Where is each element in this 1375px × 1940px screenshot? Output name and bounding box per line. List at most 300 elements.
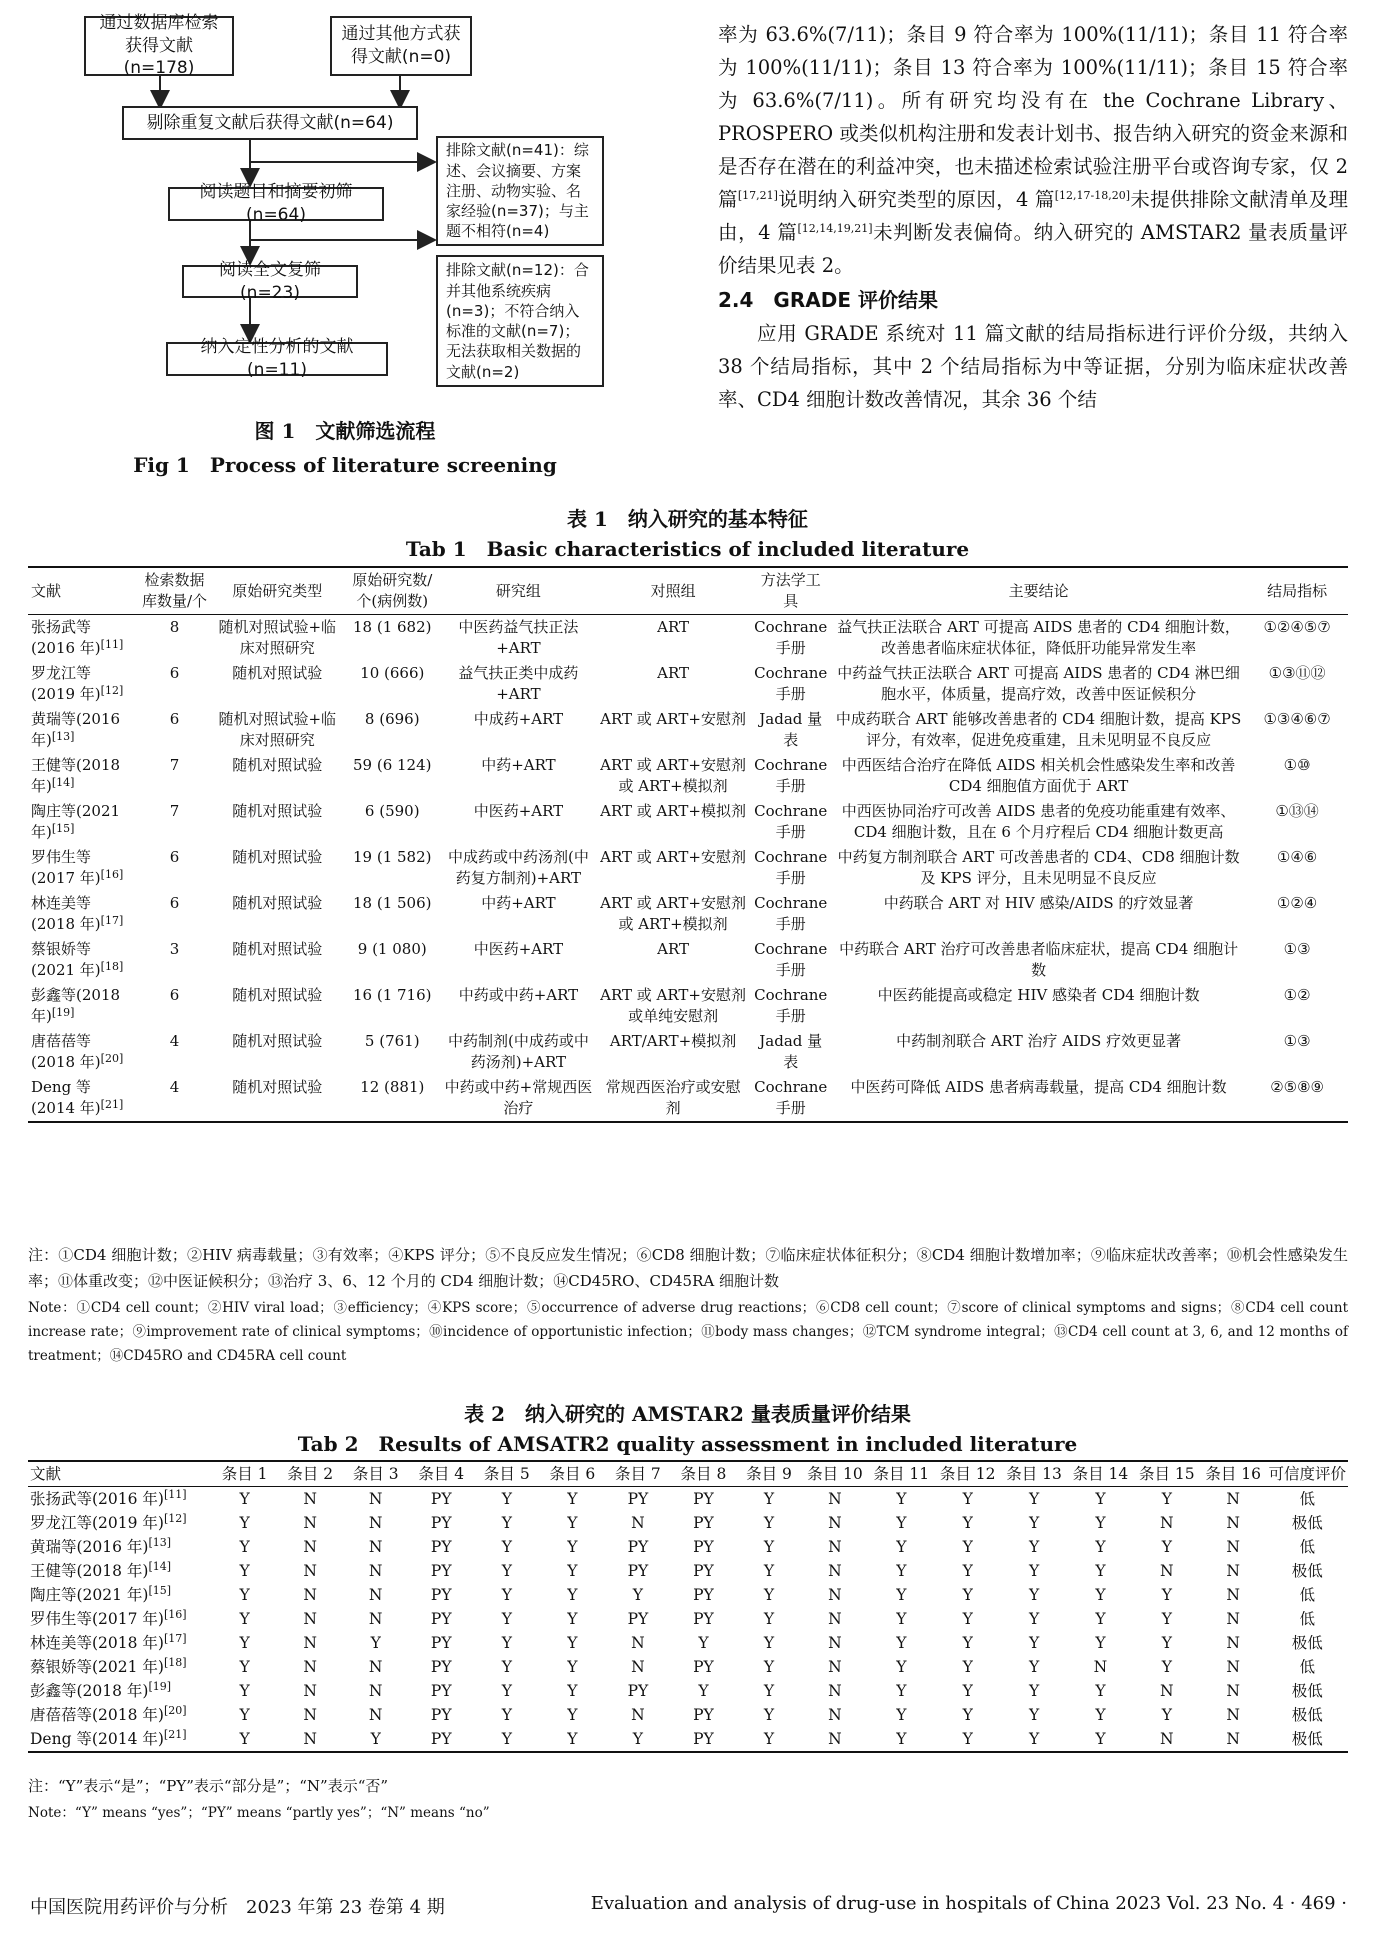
cell-outcomes: ①②④⑤⑦: [1263, 618, 1331, 636]
table1-caption-cn: 表 1 纳入研究的基本特征: [567, 507, 808, 531]
cell-item-2: N: [303, 1658, 317, 1676]
cell-experimental: 中医药+ART: [473, 940, 564, 958]
cell-study-count: 19 (1 582): [353, 848, 432, 866]
section-heading-grade: 2.4 GRADE 评价结果: [718, 288, 938, 312]
table-row: [28, 1029, 1348, 1075]
cell-method-tool: Cochrane 手册: [754, 664, 828, 703]
cell-study-count: 9 (1 080): [357, 940, 427, 958]
cell-conclusion: 中成药联合 ART 能够改善患者的 CD4 细胞计数，提高 KPS 评分，有效率，促进免疫重建，且未见明显不良反应: [835, 710, 1242, 749]
cell-item-13: Y: [1028, 1490, 1040, 1508]
cell-item-3: N: [368, 1682, 383, 1700]
cell-experimental: 中成药+ART: [473, 710, 564, 728]
cell-credibility: 极低: [1291, 1562, 1323, 1580]
cell-item-4: PY: [430, 1562, 452, 1580]
cell-item-15: Y: [1161, 1706, 1172, 1724]
th-item-4: 条目 4: [408, 1461, 474, 1487]
cell-literature: 彭鑫等(2018 年)[19]: [30, 1680, 172, 1700]
cell-item-1: Y: [239, 1514, 250, 1532]
cell-item-3: N: [368, 1562, 383, 1580]
cell-item-2: N: [303, 1490, 317, 1508]
cell-control: ART: [657, 940, 690, 958]
cell-method-tool: Cochrane 手册: [754, 986, 828, 1025]
cell-item-14: Y: [1095, 1538, 1106, 1556]
table-row: [28, 1511, 1348, 1535]
cell-item-9: Y: [763, 1562, 775, 1580]
cell-item-1: Y: [239, 1610, 250, 1628]
cell-literature: 张扬武等(2016 年)[11]: [30, 1488, 187, 1508]
cell-literature: Deng 等(2014 年)[21]: [30, 1728, 187, 1748]
cell-item-15: Y: [1161, 1538, 1172, 1556]
th-item-13: 条目 13: [1001, 1461, 1067, 1487]
cell-item-2: N: [303, 1586, 317, 1604]
th-method-tool: 方法学工具: [750, 567, 831, 615]
cell-item-2: N: [303, 1538, 317, 1556]
cell-item-4: PY: [430, 1658, 452, 1676]
cell-literature: 唐蓓蓓等(2018 年)[20]: [31, 1032, 124, 1071]
cell-study-type: 随机对照试验+临床对照研究: [218, 618, 337, 657]
cell-item-11: Y: [896, 1514, 907, 1532]
th-control: 对照组: [596, 567, 751, 615]
cell-item-16: N: [1226, 1730, 1240, 1748]
cell-item-4: PY: [430, 1514, 452, 1532]
cell-item-1: Y: [239, 1490, 250, 1508]
table-amstar2-assessment: [28, 1460, 1348, 1753]
cell-item-10: N: [828, 1610, 842, 1628]
cell-outcomes: ①⑬⑭: [1275, 802, 1319, 820]
cell-item-8: PY: [693, 1658, 714, 1676]
cell-experimental: 中医药+ART: [473, 802, 564, 820]
table-row: [28, 891, 1348, 937]
cell-item-7: PY: [627, 1538, 649, 1556]
paragraph-amstar-results: 率为 63.6%(7/11)；条目 9 符合率为 100%(11/11)；条目 11 符合率为 100%(11/11)；条目 13 符合率为 100%(11/11)；条目 15 符合率为 63.6%(7/11)。所有研究均没有在 the Cochrane Library、PROSPERO 或类似机构注册和发表计划书、报告纳入研究的资金来源和是否存在潜在的利益冲突，也未描述检索试验注册平台或咨询专家，仅 2 篇[17,21]说明纳入研究类型的原因，4 篇[12,17-18,20]未提供排除文献清单及理由，4 篇[12,14,19,21]未判断发表偏倚。纳入研究的 AMSTAR2 量表质量评价结果见表 2。: [718, 23, 1349, 277]
th-item-5: 条目 5: [474, 1461, 540, 1487]
table2-note-cn: 注：“Y”表示“是”；“PY”表示“部分是”；“N”表示“否”: [28, 1777, 389, 1795]
cell-study-type: 随机对照试验: [232, 894, 323, 912]
cell-item-2: N: [303, 1730, 317, 1748]
body-text-right-column: [718, 18, 1348, 416]
cell-study-type: 随机对照试验: [232, 1032, 323, 1050]
th-experimental: 研究组: [441, 567, 596, 615]
th-study-count: 原始研究数/个(病例数): [343, 567, 441, 615]
cell-outcomes: ①③: [1283, 1032, 1311, 1050]
cell-item-9: Y: [763, 1658, 775, 1676]
cell-literature: Deng 等(2014 年)[21]: [31, 1078, 124, 1117]
cell-literature: 林连美等(2018 年)[17]: [31, 894, 124, 933]
cell-literature: 唐蓓蓓等(2018 年)[20]: [30, 1704, 187, 1724]
cell-item-16: N: [1226, 1658, 1240, 1676]
cell-item-11: Y: [896, 1610, 907, 1628]
cell-item-6: Y: [567, 1538, 578, 1556]
cell-item-12: Y: [962, 1538, 973, 1556]
cell-item-14: Y: [1095, 1634, 1106, 1652]
figure-caption-cn: 图 1 文献筛选流程: [254, 419, 436, 443]
cell-databases: 6: [169, 848, 180, 866]
cell-literature: 罗龙江等(2019 年)[12]: [31, 664, 124, 703]
cell-credibility: 低: [1299, 1658, 1315, 1676]
cell-study-type: 随机对照试验: [232, 940, 323, 958]
cell-item-2: N: [303, 1514, 317, 1532]
cell-item-16: N: [1226, 1538, 1240, 1556]
th-conclusion: 主要结论: [831, 567, 1246, 615]
cell-literature: 王健等(2018 年)[14]: [31, 756, 121, 795]
cell-literature: 张扬武等(2016 年)[11]: [31, 618, 124, 657]
th-item-11: 条目 11: [868, 1461, 934, 1487]
cell-literature: 陶庄等(2021 年)[15]: [30, 1584, 172, 1604]
cell-outcomes: ①③④⑥⑦: [1263, 710, 1331, 728]
th-literature: 文献: [28, 567, 138, 615]
cell-study-count: 18 (1 682): [353, 618, 432, 636]
cell-conclusion: 益气扶正法联合 ART 可提高 AIDS 患者的 CD4 细胞计数，改善患者临床症状体征，降低肝功能异常发生率: [837, 618, 1240, 657]
cell-item-15: N: [1160, 1682, 1174, 1700]
flow-box-other-sources: 通过其他方式获得文献(n=0): [330, 16, 472, 76]
cell-item-6: Y: [567, 1562, 578, 1580]
cell-databases: 4: [169, 1078, 180, 1096]
cell-item-5: Y: [501, 1610, 512, 1628]
cell-item-5: Y: [501, 1706, 512, 1724]
th-outcomes: 结局指标: [1246, 567, 1348, 615]
cell-item-7: Y: [632, 1586, 644, 1604]
table-row: [28, 1703, 1348, 1727]
cell-databases: 6: [169, 894, 180, 912]
cell-item-14: Y: [1095, 1682, 1106, 1700]
cell-item-13: Y: [1028, 1682, 1040, 1700]
cell-control: ART 或 ART+安慰剂或 ART+模拟剂: [600, 894, 746, 933]
cell-item-15: Y: [1161, 1634, 1172, 1652]
cell-item-3: Y: [370, 1634, 381, 1652]
cell-item-13: Y: [1028, 1730, 1040, 1748]
cell-item-9: Y: [763, 1514, 775, 1532]
cell-item-5: Y: [501, 1658, 512, 1676]
th-item-12: 条目 12: [935, 1461, 1001, 1487]
cell-credibility: 极低: [1291, 1514, 1323, 1532]
cell-item-11: Y: [896, 1658, 907, 1676]
cell-item-12: Y: [962, 1634, 973, 1652]
cell-study-type: 随机对照试验: [232, 986, 323, 1004]
cell-control: ART: [657, 664, 690, 682]
cell-method-tool: Cochrane 手册: [754, 756, 828, 795]
cell-conclusion: 中药联合 ART 对 HIV 感染/AIDS 的疗效显著: [883, 894, 1194, 912]
th-item-15: 条目 15: [1134, 1461, 1200, 1487]
cell-item-1: Y: [239, 1706, 250, 1724]
cell-literature: 黄瑞等(2016 年)[13]: [30, 1536, 172, 1556]
cell-item-2: N: [303, 1562, 317, 1580]
cell-control: ART 或 ART+安慰剂: [600, 710, 746, 728]
cell-control: ART 或 ART+模拟剂: [600, 802, 746, 820]
table-row: [28, 1727, 1348, 1752]
cell-item-15: Y: [1161, 1610, 1172, 1628]
table2-header-row: [28, 1461, 1348, 1487]
cell-control: ART 或 ART+安慰剂或 ART+模拟剂: [600, 756, 746, 795]
cell-item-14: Y: [1095, 1490, 1106, 1508]
table-row: [28, 1607, 1348, 1631]
th-item-7: 条目 7: [605, 1461, 671, 1487]
cell-item-13: Y: [1028, 1706, 1040, 1724]
cell-item-15: Y: [1161, 1586, 1172, 1604]
cell-literature: 蔡银娇等(2021 年)[18]: [30, 1656, 187, 1676]
cell-item-10: N: [828, 1562, 842, 1580]
cell-experimental: 中药+ART: [481, 756, 556, 774]
cell-item-16: N: [1226, 1682, 1240, 1700]
cell-control: ART 或 ART+安慰剂: [600, 848, 746, 866]
cell-method-tool: Jadad 量表: [759, 710, 823, 749]
cell-item-12: Y: [962, 1658, 973, 1676]
cell-conclusion: 中医药可降低 AIDS 患者病毒载量，提高 CD4 细胞计数: [850, 1078, 1227, 1096]
cell-item-11: Y: [896, 1538, 907, 1556]
cell-method-tool: Cochrane 手册: [754, 1078, 828, 1117]
cell-study-type: 随机对照试验: [232, 848, 323, 866]
cell-item-9: Y: [763, 1634, 775, 1652]
table-row: [28, 937, 1348, 983]
cell-databases: 7: [169, 802, 180, 820]
cell-item-14: Y: [1095, 1586, 1106, 1604]
cell-credibility: 极低: [1291, 1706, 1323, 1724]
cell-credibility: 低: [1299, 1610, 1315, 1628]
cell-item-16: N: [1226, 1514, 1240, 1532]
cell-item-9: Y: [763, 1706, 775, 1724]
paragraph-grade: 应用 GRADE 系统对 11 篇文献的结局指标进行评价分级，共纳入 38 个结局指标，其中 2 个结局指标为中等证据，分别为临床症状改善率、CD4 细胞计数改善情况，其余 36 个结: [718, 322, 1348, 411]
cell-credibility: 低: [1299, 1586, 1315, 1604]
cell-item-12: Y: [962, 1706, 973, 1724]
cell-literature: 彭鑫等(2018 年)[19]: [31, 986, 121, 1025]
cell-item-6: Y: [567, 1514, 578, 1532]
cell-item-11: Y: [896, 1706, 907, 1724]
cell-item-6: Y: [567, 1586, 578, 1604]
cell-item-1: Y: [239, 1586, 250, 1604]
th-item-1: 条目 1: [212, 1461, 278, 1487]
cell-literature: 罗伟生等(2017 年)[16]: [31, 848, 124, 887]
cell-item-8: PY: [693, 1538, 714, 1556]
figure-caption-en: Fig 1 Process of literature screening: [133, 453, 557, 477]
cell-item-6: Y: [567, 1682, 578, 1700]
cell-study-count: 6 (590): [364, 802, 420, 820]
th-item-3: 条目 3: [343, 1461, 409, 1487]
cell-item-4: PY: [430, 1682, 452, 1700]
cell-item-3: N: [368, 1706, 383, 1724]
cell-item-10: N: [828, 1490, 842, 1508]
cell-item-5: Y: [501, 1730, 512, 1748]
footer-journal-en: Evaluation and analysis of drug-use in hospitals of China 2023 Vol. 23 No. 4 · 469 ·: [590, 1893, 1347, 1914]
flow-box-exclusion-2: 排除文献(n=12)：合并其他系统疾病(n=3)；不符合纳入标准的文献(n=7)；无法获取相关数据的文献(n=2): [436, 255, 604, 387]
cell-item-11: Y: [896, 1730, 907, 1748]
cell-item-7: N: [631, 1706, 645, 1724]
cell-item-12: Y: [962, 1490, 973, 1508]
cell-study-type: 随机对照试验: [232, 1078, 323, 1096]
cell-item-4: PY: [430, 1538, 452, 1556]
cell-conclusion: 中药复方制剂联合 ART 可改善患者的 CD4、CD8 细胞计数及 KPS 评分，且未见明显不良反应: [837, 848, 1240, 887]
cell-item-8: PY: [693, 1730, 714, 1748]
table2-caption-cn: 表 2 纳入研究的 AMSTAR2 量表质量评价结果: [464, 1402, 911, 1426]
cell-conclusion: 中西医结合治疗在降低 AIDS 相关机会性感染发生率和改善 CD4 细胞值方面优于 ART: [841, 756, 1236, 795]
cell-item-9: Y: [763, 1730, 775, 1748]
cell-item-13: Y: [1028, 1586, 1040, 1604]
cell-item-1: Y: [239, 1658, 250, 1676]
table-row: [28, 707, 1348, 753]
table-row: [28, 845, 1348, 891]
cell-outcomes: ①③⑪⑫: [1268, 664, 1326, 682]
flow-box-exclusion-1: 排除文献(n=41)：综述、会议摘要、方案注册、动物实验、名家经验(n=37)；与主题不相符(n=4): [436, 136, 604, 246]
cell-item-3: Y: [370, 1730, 381, 1748]
cell-item-1: Y: [239, 1682, 250, 1700]
cell-item-7: N: [631, 1658, 645, 1676]
flow-box-database: 通过数据库检索获得文献(n=178): [84, 16, 234, 76]
flow-box-title-abstract-screening: 阅读题目和摘要初筛(n=64): [168, 187, 384, 221]
cell-item-12: Y: [962, 1730, 973, 1748]
cell-item-15: N: [1160, 1514, 1174, 1532]
cell-experimental: 中药或中药+常规西医治疗: [444, 1078, 593, 1117]
cell-databases: 6: [169, 986, 180, 1004]
cell-item-14: Y: [1095, 1730, 1106, 1748]
cell-method-tool: Cochrane 手册: [754, 848, 828, 887]
cell-item-8: Y: [698, 1682, 709, 1700]
th-databases: 检索数据库数量/个: [138, 567, 211, 615]
cell-item-9: Y: [763, 1610, 775, 1628]
flow-box-deduplicated: 剔除重复文献后获得文献(n=64): [122, 106, 418, 140]
cell-item-16: N: [1226, 1562, 1240, 1580]
th-item-8: 条目 8: [671, 1461, 737, 1487]
cell-study-count: 18 (1 506): [353, 894, 432, 912]
cell-item-4: PY: [430, 1610, 452, 1628]
cell-item-13: Y: [1028, 1514, 1040, 1532]
cell-item-9: Y: [763, 1586, 775, 1604]
cell-item-9: Y: [763, 1490, 775, 1508]
cell-outcomes: ①④⑥: [1276, 848, 1318, 866]
cell-item-4: PY: [430, 1634, 452, 1652]
table-row: [28, 753, 1348, 799]
cell-item-3: N: [368, 1610, 383, 1628]
cell-item-4: PY: [430, 1490, 452, 1508]
cell-item-16: N: [1226, 1706, 1240, 1724]
cell-credibility: 极低: [1291, 1634, 1323, 1652]
cell-item-11: Y: [896, 1562, 907, 1580]
cell-experimental: 中医药益气扶正法+ART: [458, 618, 579, 657]
cell-item-11: Y: [896, 1634, 907, 1652]
cell-conclusion: 中西医协同治疗可改善 AIDS 患者的免疫功能重建有效率、CD4 细胞计数，且在 6 个月疗程后 CD4 细胞计数更高: [841, 802, 1236, 841]
cell-item-13: Y: [1028, 1562, 1040, 1580]
cell-method-tool: Cochrane 手册: [754, 940, 828, 979]
cell-item-7: PY: [627, 1490, 649, 1508]
cell-item-15: N: [1160, 1562, 1174, 1580]
cell-literature: 黄瑞等(2016 年)[13]: [31, 710, 121, 749]
cell-item-3: N: [368, 1490, 383, 1508]
cell-item-1: Y: [239, 1634, 250, 1652]
cell-item-14: N: [1093, 1658, 1108, 1676]
cell-study-count: 59 (6 124): [353, 756, 432, 774]
table-row: [28, 1631, 1348, 1655]
cell-item-9: Y: [763, 1538, 775, 1556]
cell-item-10: N: [828, 1682, 842, 1700]
cell-method-tool: Cochrane 手册: [754, 802, 828, 841]
cell-item-4: PY: [430, 1586, 452, 1604]
table-row: [28, 1559, 1348, 1583]
cell-item-16: N: [1226, 1586, 1240, 1604]
cell-credibility: 极低: [1291, 1682, 1323, 1700]
cell-item-11: Y: [896, 1586, 907, 1604]
cell-item-12: Y: [962, 1586, 973, 1604]
flow-box-included: 纳入定性分析的文献(n=11): [166, 342, 388, 376]
cell-item-5: Y: [501, 1682, 512, 1700]
table-row: [28, 1583, 1348, 1607]
cell-item-12: Y: [962, 1682, 973, 1700]
cell-item-13: Y: [1028, 1634, 1040, 1652]
cell-item-16: N: [1226, 1490, 1240, 1508]
cell-item-10: N: [828, 1634, 842, 1652]
table1-note-cn: 注：①CD4 细胞计数；②HIV 病毒载量；③有效率；④KPS 评分；⑤不良反应发生情况；⑥CD8 细胞计数；⑦临床症状体征积分；⑧CD4 细胞计数增加率；⑨临床症状改善率；⑩机会性感染发生率；⑪体重改变；⑫中医证候积分；⑬治疗 3、6、12 个月的 CD4 细胞计数；⑭CD45RO、CD45RA 细胞计数: [28, 1246, 1348, 1290]
cell-experimental: 中成药或中药汤剂(中药复方制剂)+ART: [447, 848, 589, 887]
th-study-type: 原始研究类型: [211, 567, 343, 615]
cell-item-10: N: [828, 1730, 842, 1748]
cell-databases: 6: [169, 664, 180, 682]
cell-item-8: PY: [693, 1610, 714, 1628]
cell-item-10: N: [828, 1586, 842, 1604]
th-literature: 文献: [28, 1461, 212, 1487]
cell-credibility: 极低: [1291, 1730, 1323, 1748]
cell-literature: 蔡银娇等(2021 年)[18]: [31, 940, 124, 979]
cell-databases: 7: [169, 756, 180, 774]
cell-item-7: PY: [627, 1682, 649, 1700]
cell-item-13: Y: [1028, 1610, 1040, 1628]
cell-item-15: Y: [1161, 1658, 1172, 1676]
cell-item-7: N: [631, 1634, 645, 1652]
cell-item-11: Y: [896, 1490, 907, 1508]
th-credibility: 可信度评价: [1266, 1461, 1348, 1487]
cell-item-3: N: [368, 1538, 383, 1556]
cell-item-2: N: [303, 1706, 317, 1724]
cell-item-4: PY: [430, 1730, 452, 1748]
table-row: [28, 1679, 1348, 1703]
cell-conclusion: 中医药能提高或稳定 HIV 感染者 CD4 细胞计数: [877, 986, 1200, 1004]
cell-item-11: Y: [896, 1682, 907, 1700]
th-item-6: 条目 6: [540, 1461, 606, 1487]
cell-databases: 6: [169, 710, 180, 728]
cell-item-10: N: [828, 1538, 842, 1556]
table-row: [28, 983, 1348, 1029]
cell-item-8: PY: [693, 1706, 714, 1724]
cell-study-count: 5 (761): [364, 1032, 420, 1050]
cell-outcomes: ①⑩: [1283, 756, 1311, 774]
cell-item-14: Y: [1095, 1562, 1106, 1580]
cell-control: ART 或 ART+安慰剂或单纯安慰剂: [600, 986, 746, 1025]
cell-study-count: 8 (696): [364, 710, 420, 728]
th-item-10: 条目 10: [802, 1461, 868, 1487]
cell-literature: 陶庄等(2021 年)[15]: [31, 802, 121, 841]
cell-databases: 8: [169, 618, 180, 636]
cell-item-6: Y: [567, 1490, 578, 1508]
cell-item-13: Y: [1028, 1658, 1040, 1676]
cell-conclusion: 中药联合 ART 治疗可改善患者临床症状，提高 CD4 细胞计数: [839, 940, 1239, 979]
cell-item-1: Y: [239, 1538, 250, 1556]
cell-method-tool: Cochrane 手册: [754, 894, 828, 933]
flow-box-full-text-screening: 阅读全文复筛(n=23): [182, 265, 358, 298]
cell-item-15: Y: [1161, 1490, 1172, 1508]
cell-method-tool: Cochrane 手册: [754, 618, 828, 657]
th-item-2: 条目 2: [277, 1461, 343, 1487]
cell-study-type: 随机对照试验: [232, 802, 323, 820]
cell-study-type: 随机对照试验+临床对照研究: [218, 710, 337, 749]
cell-item-6: Y: [567, 1706, 578, 1724]
cell-item-3: N: [368, 1514, 383, 1532]
cell-experimental: 益气扶正类中成药+ART: [458, 664, 579, 703]
table1-header-row: [28, 567, 1348, 615]
cell-item-12: Y: [962, 1610, 973, 1628]
cell-item-7: N: [631, 1514, 645, 1532]
cell-item-3: N: [368, 1658, 383, 1676]
cell-item-10: N: [828, 1658, 842, 1676]
cell-experimental: 中药制剂(中成药或中药汤剂)+ART: [447, 1032, 589, 1071]
footer-journal-cn: 中国医院用药评价与分析 2023 年第 23 卷第 4 期: [30, 1897, 445, 1918]
cell-item-8: PY: [693, 1514, 714, 1532]
cell-literature: 罗伟生等(2017 年)[16]: [30, 1608, 187, 1628]
cell-item-6: Y: [567, 1658, 578, 1676]
